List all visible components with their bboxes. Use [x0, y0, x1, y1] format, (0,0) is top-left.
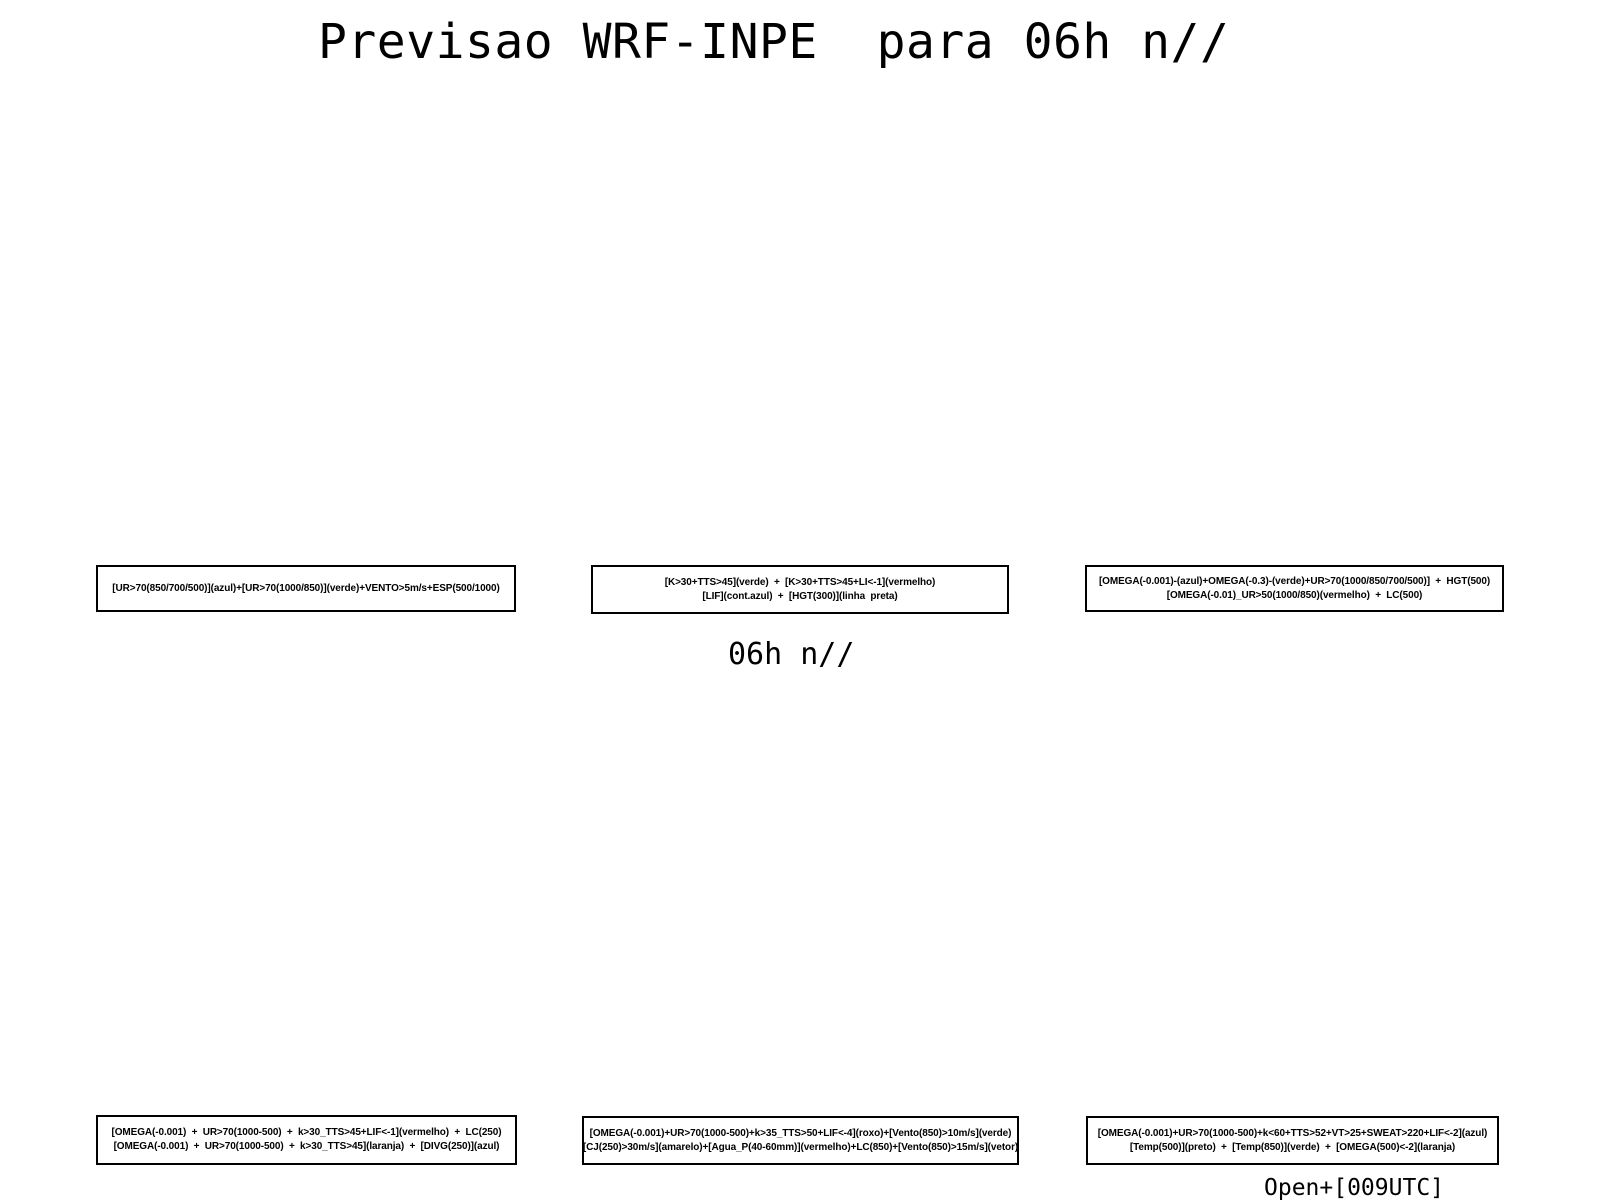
legend-line: [K>30+TTS>45](verde) + [K>30+TTS>45+LI<-1](vermelho): [664, 576, 936, 588]
legend-box-top-center: [591, 565, 1009, 614]
legend-line: [UR>70(850/700/500)](azul)+[UR>70(1000/850)](verde)+VENTO>5m/s+ESP(500/1000): [112, 582, 500, 594]
legend-line: [Temp(500)](preto) + [Temp(850)](verde) + [OMEGA(500)<-2](laranja): [1129, 1141, 1456, 1153]
legend-box-bottom-left: [96, 1115, 517, 1165]
legend-box-top-right: [1085, 565, 1504, 612]
section-title: 06h n//: [728, 637, 855, 672]
legend-box-top-left: [96, 565, 516, 612]
page-title: Previsao WRF-INPE para 06h n//: [318, 14, 1230, 70]
legend-box-bottom-center: [582, 1116, 1019, 1165]
legend-line: [CJ(250)>30m/s](amarelo)+[Agua_P(40-60mm)](vermelho)+LC(850)+[Vento(850)>15m/s](vetor): [582, 1141, 1019, 1153]
legend-line: [OMEGA(-0.001) + UR>70(1000-500) + k>30_TTS>45+LIF<-1](vermelho) + LC(250): [111, 1127, 502, 1138]
legend-box-bottom-right: [1086, 1116, 1499, 1165]
timestamp-label: Open+[009UTC]: [1264, 1175, 1445, 1200]
legend-line: [OMEGA(-0.001)+UR>70(1000-500)+k<60+TTS>52+VT>25+SWEAT>220+LIF<-2](azul): [1097, 1127, 1488, 1139]
legend-line: [OMEGA(-0.001) + UR>70(1000-500) + k>30_TTS>45](laranja) + [DIVG(250)](azul): [113, 1141, 500, 1152]
legend-line: [OMEGA(-0.001)+UR>70(1000-500)+k>35_TTS>50+LIF<-4](roxo)+[Vento(850)>10m/s](verde): [589, 1127, 1012, 1139]
legend-line: [LIF](cont.azul) + [HGT(300)](linha preta): [702, 590, 898, 602]
legend-line: [OMEGA(-0.001)-(azul)+OMEGA(-0.3)-(verde)+UR>70(1000/850/700/500)] + HGT(500): [1098, 575, 1491, 587]
legend-line: [OMEGA(-0.01)_UR>50(1000/850)(vermelho) + LC(500): [1166, 589, 1423, 601]
